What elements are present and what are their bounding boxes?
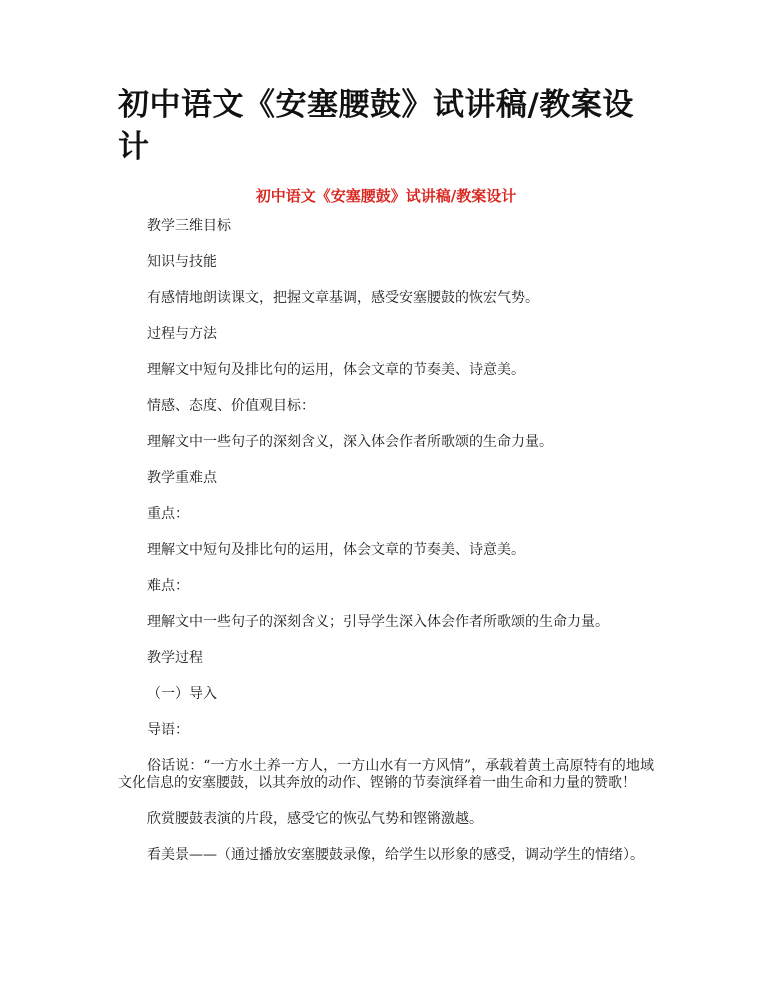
document-subtitle: 初中语文《安塞腰鼓》试讲稿/教案设计 bbox=[255, 187, 517, 205]
paragraph: 理解文中短句及排比句的运用，体会文章的节奏美、诗意美。 bbox=[147, 542, 525, 558]
paragraph: 重点： bbox=[147, 506, 189, 522]
paragraph: 知识与技能 bbox=[147, 254, 217, 270]
paragraph: 理解文中一些句子的深刻含义；引导学生深入体会作者所歌颂的生命力量。 bbox=[147, 614, 609, 630]
paragraph: 教学过程 bbox=[147, 650, 203, 666]
paragraph: 看美景——（通过播放安塞腰鼓录像，给学生以形象的感受，调动学生的情绪）。 bbox=[147, 847, 644, 863]
paragraph: 教学重难点 bbox=[147, 470, 217, 486]
paragraph: 有感情地朗读课文，把握文章基调，感受安塞腰鼓的恢宏气势。 bbox=[147, 290, 539, 306]
paragraph: 过程与方法 bbox=[147, 326, 217, 342]
paragraph: 俗话说：“一方水土养一方人，一方山水有一方风情”，承载着黄土高原特有的地域文化信息的安塞腰鼓，以其奔放的动作、铿锵的节奏演绎着一曲生命和力量的赞歌！ bbox=[118, 758, 654, 791]
paragraph: 难点： bbox=[147, 578, 189, 594]
document-title: 初中语文《安塞腰鼓》试讲稿/教案设计 bbox=[118, 87, 634, 165]
paragraph: 情感、态度、价值观目标： bbox=[147, 398, 315, 414]
paragraph: 理解文中一些句子的深刻含义，深入体会作者所歌颂的生命力量。 bbox=[147, 434, 553, 450]
document-body bbox=[118, 218, 654, 864]
paragraph: 教学三维目标 bbox=[147, 218, 231, 234]
paragraph: 理解文中短句及排比句的运用，体会文章的节奏美、诗意美。 bbox=[147, 362, 525, 378]
paragraph: 导语： bbox=[147, 722, 189, 738]
paragraph: 欣赏腰鼓表演的片段，感受它的恢弘气势和铿锵激越。 bbox=[147, 811, 483, 827]
paragraph: （一）导入 bbox=[147, 686, 217, 702]
document-page bbox=[118, 0, 654, 883]
